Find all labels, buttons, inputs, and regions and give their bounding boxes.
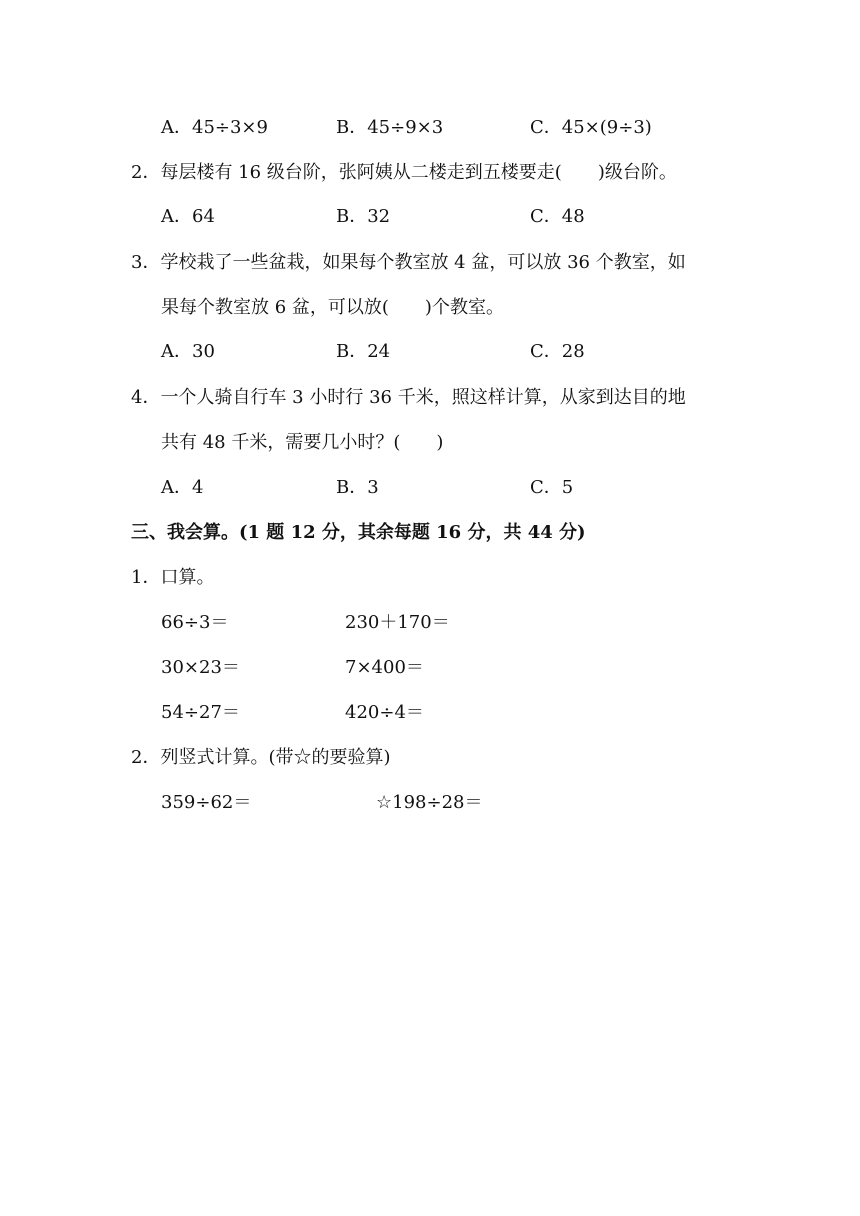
q2-option-b: B．32 (336, 206, 391, 227)
oral-item: 230＋170＝ (345, 612, 450, 633)
q2-option-a: A．64 (161, 206, 215, 227)
q1-option-b: B．45÷9×3 (336, 117, 444, 138)
q4-stem-line-2: 共有 48 千米，需要几小时？( ) (161, 432, 444, 453)
q4-option-a: A．4 (161, 477, 204, 498)
q3-stem-line-2: 果每个教室放 6 盆，可以放( )个教室。 (161, 297, 504, 318)
q1-option-a: A．45÷3×9 (161, 117, 268, 138)
q3-option-c: C．28 (530, 341, 585, 362)
section-3-heading: 三、我会算。(1 题 12 分，其余每题 16 分，共 44 分) (131, 522, 586, 543)
vertical-label: 2．列竖式计算。(带☆的要验算) (131, 747, 391, 768)
q3-option-b: B．24 (336, 341, 391, 362)
q2-stem: 2．每层楼有 16 级台阶，张阿姨从二楼走到五楼要走( )级台阶。 (131, 162, 677, 183)
q4-option-c: C．5 (530, 477, 574, 498)
oral-item: 30×23＝ (161, 657, 240, 678)
oral-item: 66÷3＝ (161, 612, 229, 633)
oral-item: 7×400＝ (345, 657, 424, 678)
q4-stem-line-1: 4．一个人骑自行车 3 小时行 36 千米，照这样计算，从家到达目的地 (131, 387, 686, 408)
q1-option-c: C．45×(9÷3) (530, 117, 652, 138)
q2-option-c: C．48 (530, 206, 585, 227)
q4-option-b: B．3 (336, 477, 379, 498)
oral-item: 54÷27＝ (161, 702, 240, 723)
vertical-item: ☆198÷28＝ (376, 792, 483, 813)
oral-label: 1．口算。 (131, 567, 215, 588)
q3-option-a: A．30 (161, 341, 215, 362)
vertical-item: 359÷62＝ (161, 792, 252, 813)
oral-item: 420÷4＝ (345, 702, 424, 723)
q3-stem-line-1: 3．学校栽了一些盆栽，如果每个教室放 4 盆，可以放 36 个教室，如 (131, 252, 686, 273)
